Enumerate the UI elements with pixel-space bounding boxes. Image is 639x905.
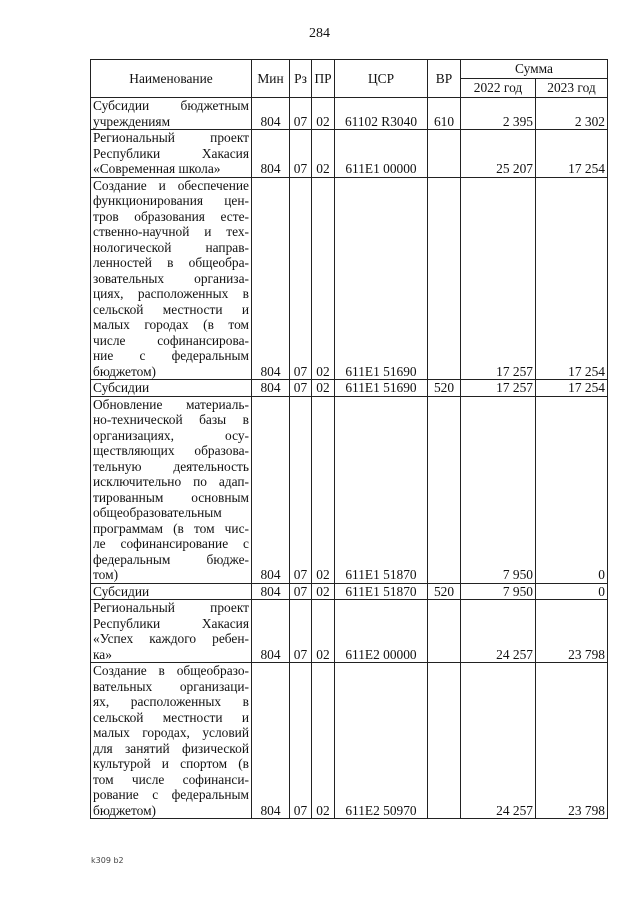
row-pr: 02 xyxy=(312,663,335,819)
row-name xyxy=(91,396,252,583)
row-name-line: для занятий физической xyxy=(93,740,249,756)
row-pr: 02 xyxy=(312,600,335,663)
row-name-line: Субсидии xyxy=(93,583,150,599)
row-csr: 611E1 00000 xyxy=(335,130,428,178)
row-name-line: рование с федеральным xyxy=(93,787,249,802)
header-min: Мин xyxy=(252,60,290,98)
row-amount-2022: 2 395 xyxy=(461,98,536,130)
row-rz: 07 xyxy=(290,130,312,178)
page-number: 284 xyxy=(309,26,330,41)
row-amount-2023: 0 xyxy=(536,396,608,583)
row-name-line: тельную деятельность xyxy=(93,458,249,474)
row-name-line: бюджетом) xyxy=(93,363,157,379)
row-min: 804 xyxy=(252,380,290,397)
row-name xyxy=(91,583,252,600)
row-pr: 02 xyxy=(312,130,335,178)
row-pr: 02 xyxy=(312,583,335,600)
footer-code: k309 b2 xyxy=(91,856,124,865)
row-name-line: функционирования цен- xyxy=(93,193,249,208)
row-csr: 61102 R3040 xyxy=(335,98,428,130)
row-csr: 611E1 51870 xyxy=(335,396,428,583)
row-pr: 02 xyxy=(312,98,335,130)
row-name-line: тированным основным xyxy=(93,489,249,505)
row-name-line: зовательных организа- xyxy=(93,270,249,286)
row-pr: 02 xyxy=(312,380,335,397)
table-row xyxy=(91,600,608,663)
row-name-line: том) xyxy=(93,567,119,582)
row-name-line: общеобразовательным xyxy=(93,505,222,520)
row-min: 804 xyxy=(252,98,290,130)
table-row xyxy=(91,98,608,130)
budget-table xyxy=(90,59,608,819)
row-amount-2022: 7 950 xyxy=(461,583,536,600)
row-vr xyxy=(428,663,461,819)
header-sum: Сумма xyxy=(461,60,608,79)
row-name-line: ществляющих образова- xyxy=(93,443,249,458)
row-name-line: культурой и спортом (в xyxy=(93,756,249,771)
row-amount-2023: 2 302 xyxy=(536,98,608,130)
row-rz: 07 xyxy=(290,177,312,380)
row-vr xyxy=(428,396,461,583)
row-csr: 611E1 51690 xyxy=(335,380,428,397)
row-name xyxy=(91,177,252,380)
row-name-line: сельской местности и xyxy=(93,709,249,725)
header-vr: ВР xyxy=(428,60,461,98)
table-row xyxy=(91,130,608,178)
row-name-line: Региональный проект xyxy=(93,600,249,615)
row-min: 804 xyxy=(252,600,290,663)
row-amount-2023: 17 254 xyxy=(536,130,608,178)
row-pr: 02 xyxy=(312,396,335,583)
header-pr: ПР xyxy=(312,60,335,98)
row-min: 804 xyxy=(252,177,290,380)
row-name-line: тров образования есте- xyxy=(93,208,249,224)
row-name-line: «Современная школа» xyxy=(93,161,221,176)
row-name-line: «Успех каждого ребен- xyxy=(93,631,249,646)
row-name-line: малых городах (в том xyxy=(93,317,249,332)
row-min: 804 xyxy=(252,583,290,600)
row-csr: 611E1 51870 xyxy=(335,583,428,600)
row-name-line: Обновление материаль- xyxy=(93,396,249,412)
row-amount-2023: 23 798 xyxy=(536,663,608,819)
row-name-line: бюджетом) xyxy=(93,802,157,818)
row-name-line: Республики Хакасия xyxy=(93,145,249,161)
row-name-line: Субсидии xyxy=(93,380,150,395)
row-rz: 07 xyxy=(290,380,312,397)
row-name-line: ние с федеральным xyxy=(93,348,249,363)
row-csr: 611E1 51690 xyxy=(335,177,428,380)
row-name xyxy=(91,663,252,819)
row-amount-2023: 17 254 xyxy=(536,380,608,397)
row-amount-2022: 7 950 xyxy=(461,396,536,583)
row-amount-2022: 17 257 xyxy=(461,177,536,380)
row-vr: 610 xyxy=(428,98,461,130)
row-name-line: Создание в общеобразо- xyxy=(93,663,249,678)
row-vr xyxy=(428,130,461,178)
row-name-line: учреждениям xyxy=(93,113,171,129)
row-name-line: Региональный проект xyxy=(93,130,249,145)
row-name-line: малых городах, условий xyxy=(93,725,249,740)
row-name xyxy=(91,130,252,178)
row-min: 804 xyxy=(252,663,290,819)
table-row xyxy=(91,663,608,819)
row-name xyxy=(91,98,252,130)
row-vr xyxy=(428,600,461,663)
table-row xyxy=(91,396,608,583)
row-name-line: Субсидии бюджетным xyxy=(93,98,249,113)
row-amount-2022: 24 257 xyxy=(461,600,536,663)
row-amount-2022: 17 257 xyxy=(461,380,536,397)
row-vr xyxy=(428,177,461,380)
row-amount-2022: 25 207 xyxy=(461,130,536,178)
row-min: 804 xyxy=(252,396,290,583)
row-amount-2023: 0 xyxy=(536,583,608,600)
row-vr: 520 xyxy=(428,583,461,600)
row-name-line: циях, расположенных в xyxy=(93,286,249,301)
row-name-line: Создание и обеспечение xyxy=(93,177,249,193)
row-name-line: ка» xyxy=(93,646,112,662)
row-name-line: числе софинансирова- xyxy=(93,332,249,348)
row-name-line: том числе софинанси- xyxy=(93,771,249,787)
row-name-line: Республики Хакасия xyxy=(93,615,249,631)
table-row xyxy=(91,583,608,600)
row-amount-2022: 24 257 xyxy=(461,663,536,819)
header-year-2022: 2022 год xyxy=(461,79,536,98)
row-rz: 07 xyxy=(290,396,312,583)
table-row xyxy=(91,177,608,380)
row-name xyxy=(91,380,252,397)
header-csr: ЦСР xyxy=(335,60,428,98)
row-vr: 520 xyxy=(428,380,461,397)
row-name-line: но-технической базы в xyxy=(93,412,249,427)
row-name-line: программам (в том чис- xyxy=(93,520,249,536)
row-amount-2023: 17 254 xyxy=(536,177,608,380)
row-pr: 02 xyxy=(312,177,335,380)
row-name-line: ях, расположенных в xyxy=(93,694,249,709)
row-csr: 611E2 50970 xyxy=(335,663,428,819)
table-body xyxy=(91,98,608,819)
row-name-line: ле софинансирование с xyxy=(93,536,249,551)
row-name-line: федеральным бюдже- xyxy=(93,551,249,567)
row-name-line: нологической направ- xyxy=(93,239,249,255)
row-amount-2023: 23 798 xyxy=(536,600,608,663)
row-name-line: ленностей в общеобра- xyxy=(93,255,249,270)
row-name-line: ственно-научной и тех- xyxy=(93,224,249,239)
row-rz: 07 xyxy=(290,663,312,819)
row-name-line: организациях, осу- xyxy=(93,427,249,443)
row-csr: 611E2 00000 xyxy=(335,600,428,663)
row-name-line: исключительно по адап- xyxy=(93,474,249,489)
row-name-line: сельской местности и xyxy=(93,301,249,317)
header-name: Наименование xyxy=(91,60,252,98)
row-rz: 07 xyxy=(290,98,312,130)
header-rz: Рз xyxy=(290,60,312,98)
row-name-line: вательных организаци- xyxy=(93,678,249,694)
row-rz: 07 xyxy=(290,600,312,663)
row-rz: 07 xyxy=(290,583,312,600)
table-row xyxy=(91,380,608,397)
row-min: 804 xyxy=(252,130,290,178)
header-year-2023: 2023 год xyxy=(536,79,608,98)
row-name xyxy=(91,600,252,663)
